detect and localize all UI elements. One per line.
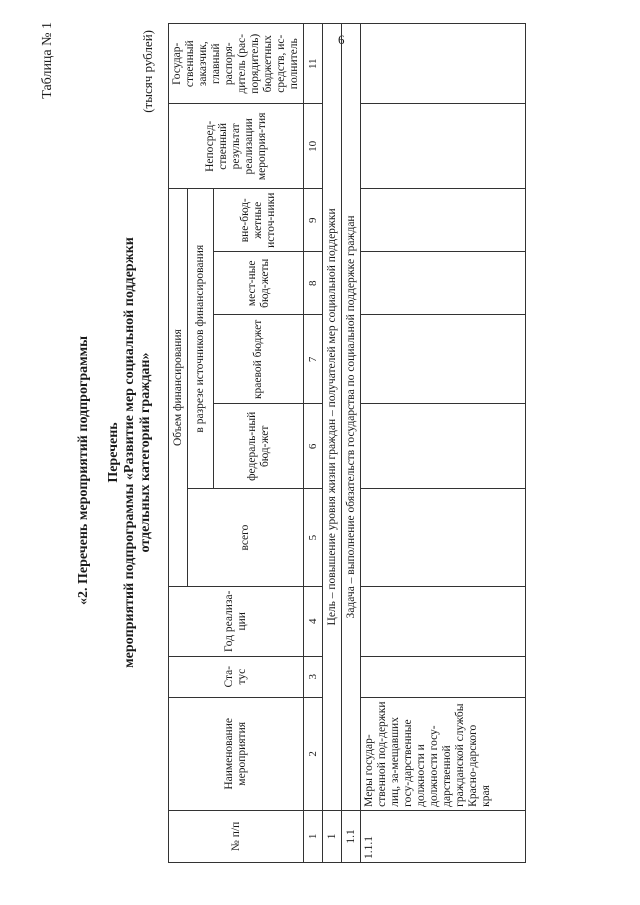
table-label: Таблица № 1 bbox=[40, 22, 55, 99]
units-note: (тысяч рублей) bbox=[140, 30, 155, 113]
empty-cell bbox=[361, 315, 526, 404]
empty-cell bbox=[361, 404, 526, 489]
column-number: 6 bbox=[304, 404, 323, 489]
header-status: Ста-тус bbox=[169, 656, 304, 697]
column-number: 11 bbox=[304, 24, 323, 104]
measures-table bbox=[168, 23, 526, 863]
item-name: Меры государ-ственной под-держки лиц, за-мещавших госу-дарственные должности и должности госу-дарственной гражданской службы Красно-дарского края bbox=[361, 697, 526, 810]
column-number: 10 bbox=[304, 104, 323, 189]
header-regional: краевой бюджет bbox=[214, 315, 304, 404]
task-number: 1.1 bbox=[342, 810, 361, 862]
goal-number: 1 bbox=[323, 810, 342, 862]
goal-row bbox=[323, 24, 342, 863]
header-num: № п/п bbox=[169, 810, 304, 862]
header-total: всего bbox=[188, 489, 304, 587]
empty-cell bbox=[361, 252, 526, 315]
section-heading: «2. Перечень мероприятий подпрограммы bbox=[76, 335, 91, 605]
column-numbers-row bbox=[304, 24, 323, 863]
task-row bbox=[342, 24, 361, 863]
item-number: 1.1.1 bbox=[361, 810, 526, 862]
column-number: 9 bbox=[304, 189, 323, 252]
header-name: Наименование мероприятия bbox=[169, 697, 304, 810]
title-line-1: Перечень bbox=[106, 422, 121, 483]
header-customer: Государ-ственный заказчик, главный распоря-дитель (рас-порядитель) бюджетных средств, ис-полнитель bbox=[169, 24, 304, 104]
column-number: 8 bbox=[304, 252, 323, 315]
title-line-3: отдельных категорий граждан» bbox=[138, 352, 153, 553]
empty-cell bbox=[361, 189, 526, 252]
goal-text: Цель – повышение уровня жизни граждан – получателей мер социальной поддержки bbox=[323, 24, 342, 811]
empty-cell bbox=[361, 586, 526, 656]
column-number: 1 bbox=[304, 810, 323, 862]
page-number: 6 bbox=[338, 32, 345, 47]
empty-cell bbox=[361, 489, 526, 587]
header-offbudget: вне-бюд-жетные источ-ники bbox=[214, 189, 304, 252]
column-number: 2 bbox=[304, 697, 323, 810]
header-local: мест-ные бюд-жеты bbox=[214, 252, 304, 315]
empty-cell bbox=[361, 656, 526, 697]
empty-cell bbox=[361, 104, 526, 189]
header-by-sources: в разрезе источников финансирования bbox=[188, 189, 214, 489]
column-number: 7 bbox=[304, 315, 323, 404]
task-text: Задача – выполнение обязательств государства по социальной поддержке граждан bbox=[342, 24, 361, 811]
column-number: 5 bbox=[304, 489, 323, 587]
header-volume: Объем финансирования bbox=[169, 189, 188, 587]
header-year: Год реализа-ции bbox=[169, 586, 304, 656]
empty-cell bbox=[361, 24, 526, 104]
header-federal: федераль-ный бюд-жет bbox=[214, 404, 304, 489]
table-row bbox=[361, 24, 526, 863]
column-number: 3 bbox=[304, 656, 323, 697]
column-number: 4 bbox=[304, 586, 323, 656]
header-result: Непосред-ственный результат реализации мероприя-тия bbox=[169, 104, 304, 189]
title-line-2: мероприятий подпрограммы «Развитие мер социальной поддержки bbox=[122, 237, 137, 668]
document-title bbox=[106, 0, 154, 905]
